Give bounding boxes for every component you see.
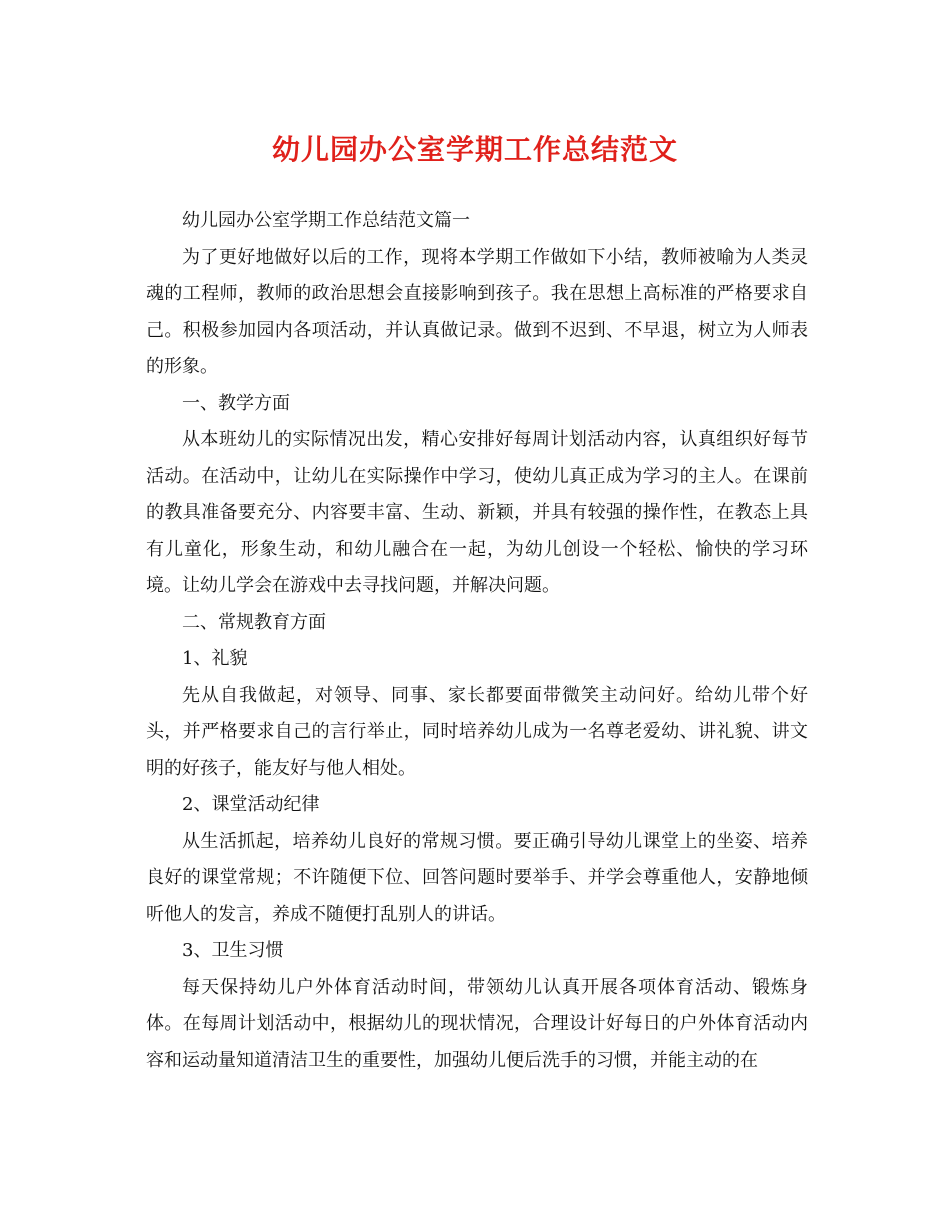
section-heading-routine: 二、常规教育方面 [182,611,326,633]
subheading-hygiene: 3、卫生习惯 [182,940,284,961]
subheading-discipline: 2、课堂活动纪律 [182,794,320,815]
page-title: 幼儿园办公室学期工作总结范文 [271,133,678,166]
document-body [146,203,808,1079]
manners-paragraph: 先从自我做起，对领导、同事、家长都要面带微笑主动问好。给幼儿带个好头，并严格要求自己的言行举止，同时培养幼儿成为一名尊老爱幼、讲礼貌、讲文明的好孩子，能友好与他人相处。 [146,684,808,779]
teaching-paragraph: 从本班幼儿的实际情况出发，精心安排好每周计划活动内容，认真组织好每节活动。在活动中，让幼儿在实际操作中学习，使幼儿真正成为学习的主人。在课前的教具准备要充分、内容要丰富、生动、新颖，并具有较强的操作性，在教态上具有儿童化，形象生动，和幼儿融合在一起，为幼儿创设一个轻松、愉快的学习环境。让幼儿学会在游戏中去寻找问题，并解决问题。 [146,429,808,596]
subtitle-paragraph: 幼儿园办公室学期工作总结范文篇一 [182,210,470,231]
intro-paragraph: 为了更好地做好以后的工作，现将本学期工作做如下小结，教师被喻为人类灵魂的工程师，教师的政治思想会直接影响到孩子。我在思想上高标准的严格要求自己。积极参加园内各项活动，并认真做记录。做到不迟到、不早退，树立为人师表的形象。 [146,246,808,377]
subheading-manners: 1、礼貌 [182,648,248,669]
discipline-paragraph: 从生活抓起，培养幼儿良好的常规习惯。要正确引导幼儿课堂上的坐姿、培养良好的课堂常规；不许随便下位、回答问题时要举手、并学会尊重他人，安静地倾听他人的发言，养成不随便打乱别人的讲话。 [146,830,808,925]
hygiene-paragraph: 每天保持幼儿户外体育活动时间，带领幼儿认真开展各项体育活动、锻炼身体。在每周计划活动中，根据幼儿的现状情况，合理设计好每日的户外体育活动内容和运动量知道清洁卫生的重要性，加强幼儿便后洗手的习惯，并能主动的在 [146,976,808,1071]
section-heading-teaching: 一、教学方面 [182,392,290,414]
